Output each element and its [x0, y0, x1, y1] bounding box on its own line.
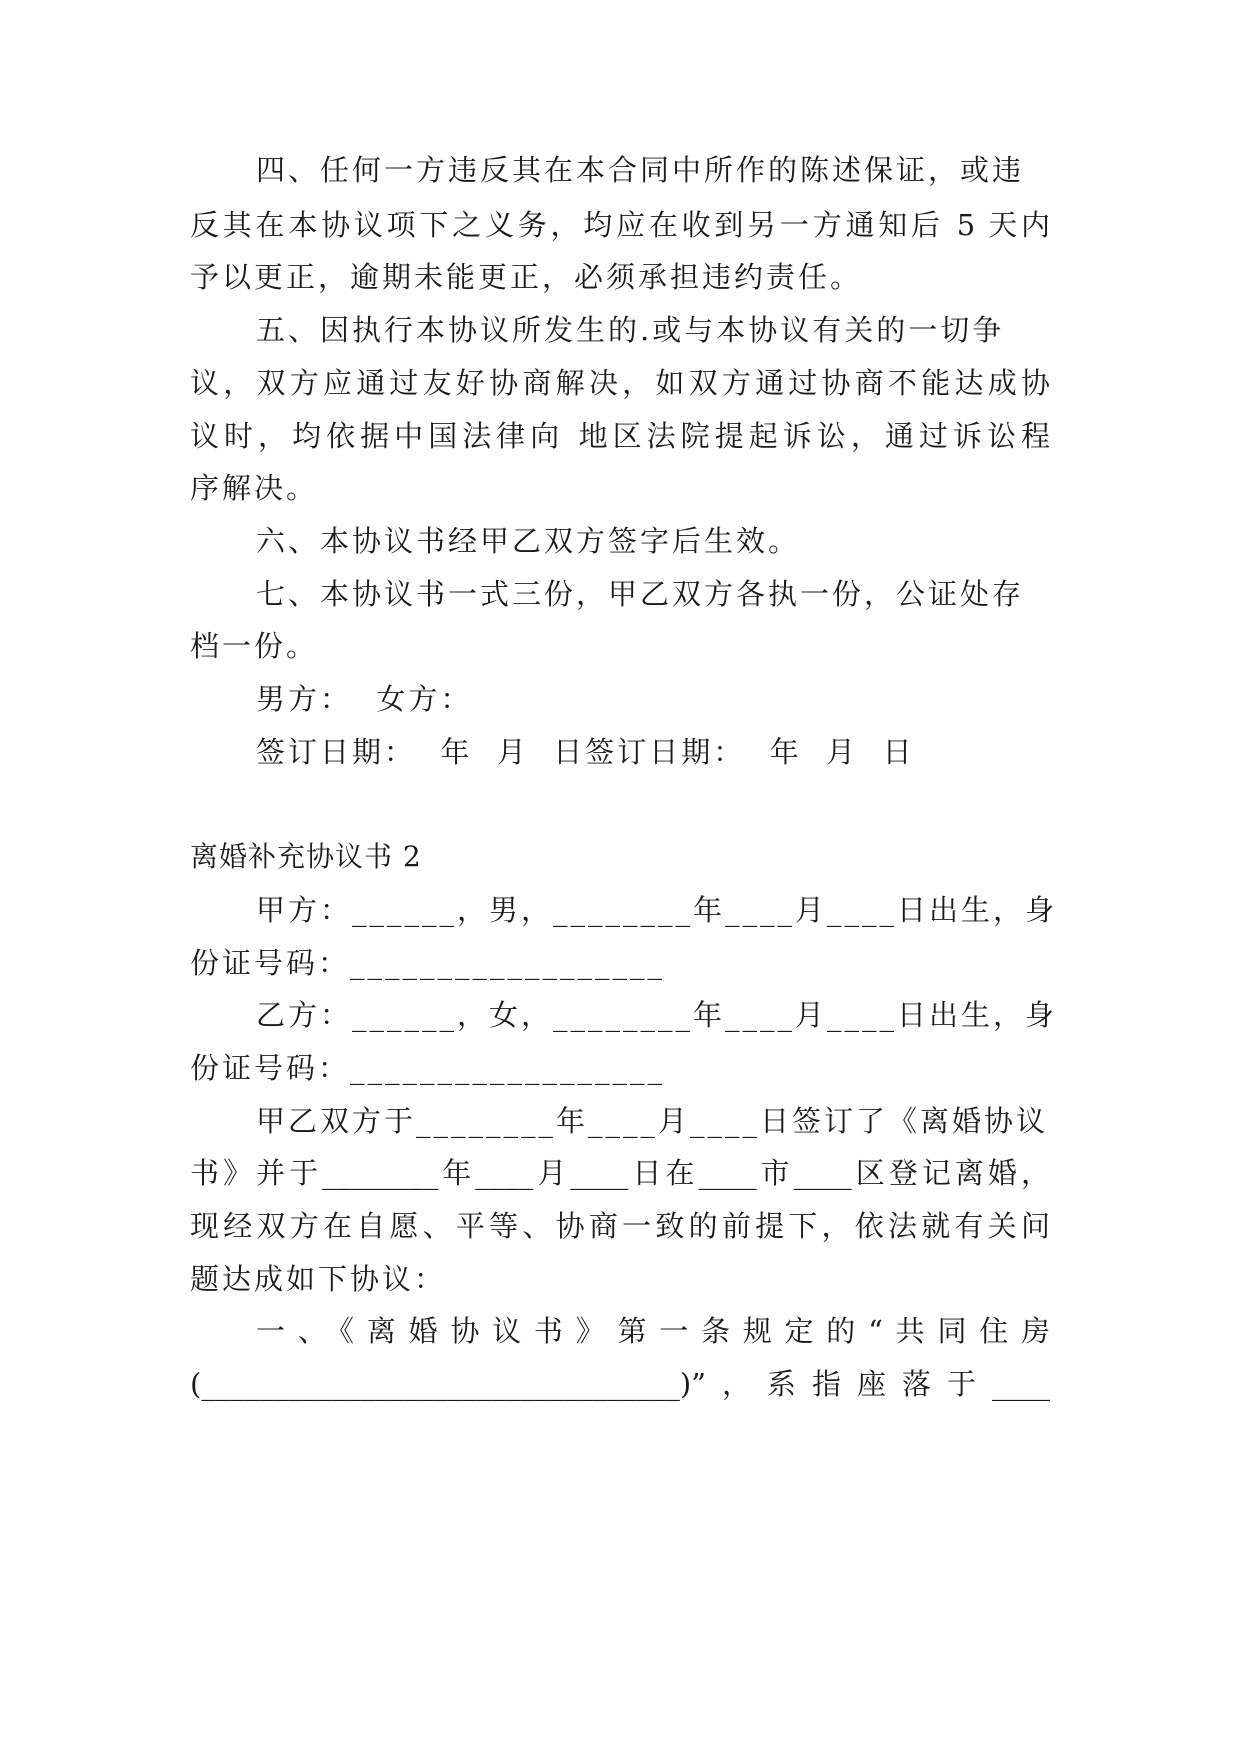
text-line: 甲乙双方于________年____月____日签订了《离婚协议 — [256, 1104, 1049, 1138]
text-line: 乙方：______，女，________年____月____日出生，身 — [256, 998, 1058, 1032]
text-line: 七、本协议书一式三份，甲乙双方各执一份，公证处存 — [256, 577, 1025, 611]
text-line: 议时，均依据中国法律向 地区法院提起诉讼，通过诉讼程 — [190, 419, 1050, 453]
signing-date-line: 签订日期： 年 月 日签订日期： 年 月 日 — [256, 735, 915, 769]
text-line: 题达成如下协议： — [190, 1262, 447, 1296]
text-line: 序解决。 — [190, 471, 319, 505]
text-line: 份证号码：__________________ — [190, 1051, 666, 1085]
text-line: 书》并于________年____月____日在____市____区登记离婚， — [190, 1156, 1050, 1190]
text-line: 一、《离婚协议书》第一条规定的“共同住房 — [256, 1314, 1050, 1348]
section-title: 离婚补充协议书 2 — [190, 840, 422, 873]
text-line: 甲方：______，男，________年____月____日出生，身 — [256, 893, 1058, 927]
text-line: 五、因执行本协议所发生的.或与本协议有关的一切争 — [256, 313, 1005, 347]
text-line: 六、本协议书经甲乙双方签字后生效。 — [256, 524, 801, 558]
text-line: 议，双方应通过友好协商解决，如双方通过协商不能达成协 — [190, 366, 1050, 400]
text-line: 现经双方在自愿、平等、协商一致的前提下，依法就有关问 — [190, 1209, 1050, 1243]
text-line: (_________________________________)”，系指座落于____ — [190, 1367, 1050, 1401]
text-line: 予以更正，逾期未能更正，必须承担违约责任。 — [190, 260, 863, 294]
text-line: 四、任何一方违反其在本合同中所作的陈述保证，或违 — [256, 153, 1025, 187]
text-line: 份证号码：__________________ — [190, 946, 666, 980]
text-line: 档一份。 — [190, 629, 319, 663]
text-line: 反其在本协议项下之义务，均应在收到另一方通知后 5 天内 — [190, 208, 1050, 242]
signature-line: 男方： 女方： — [256, 682, 473, 716]
